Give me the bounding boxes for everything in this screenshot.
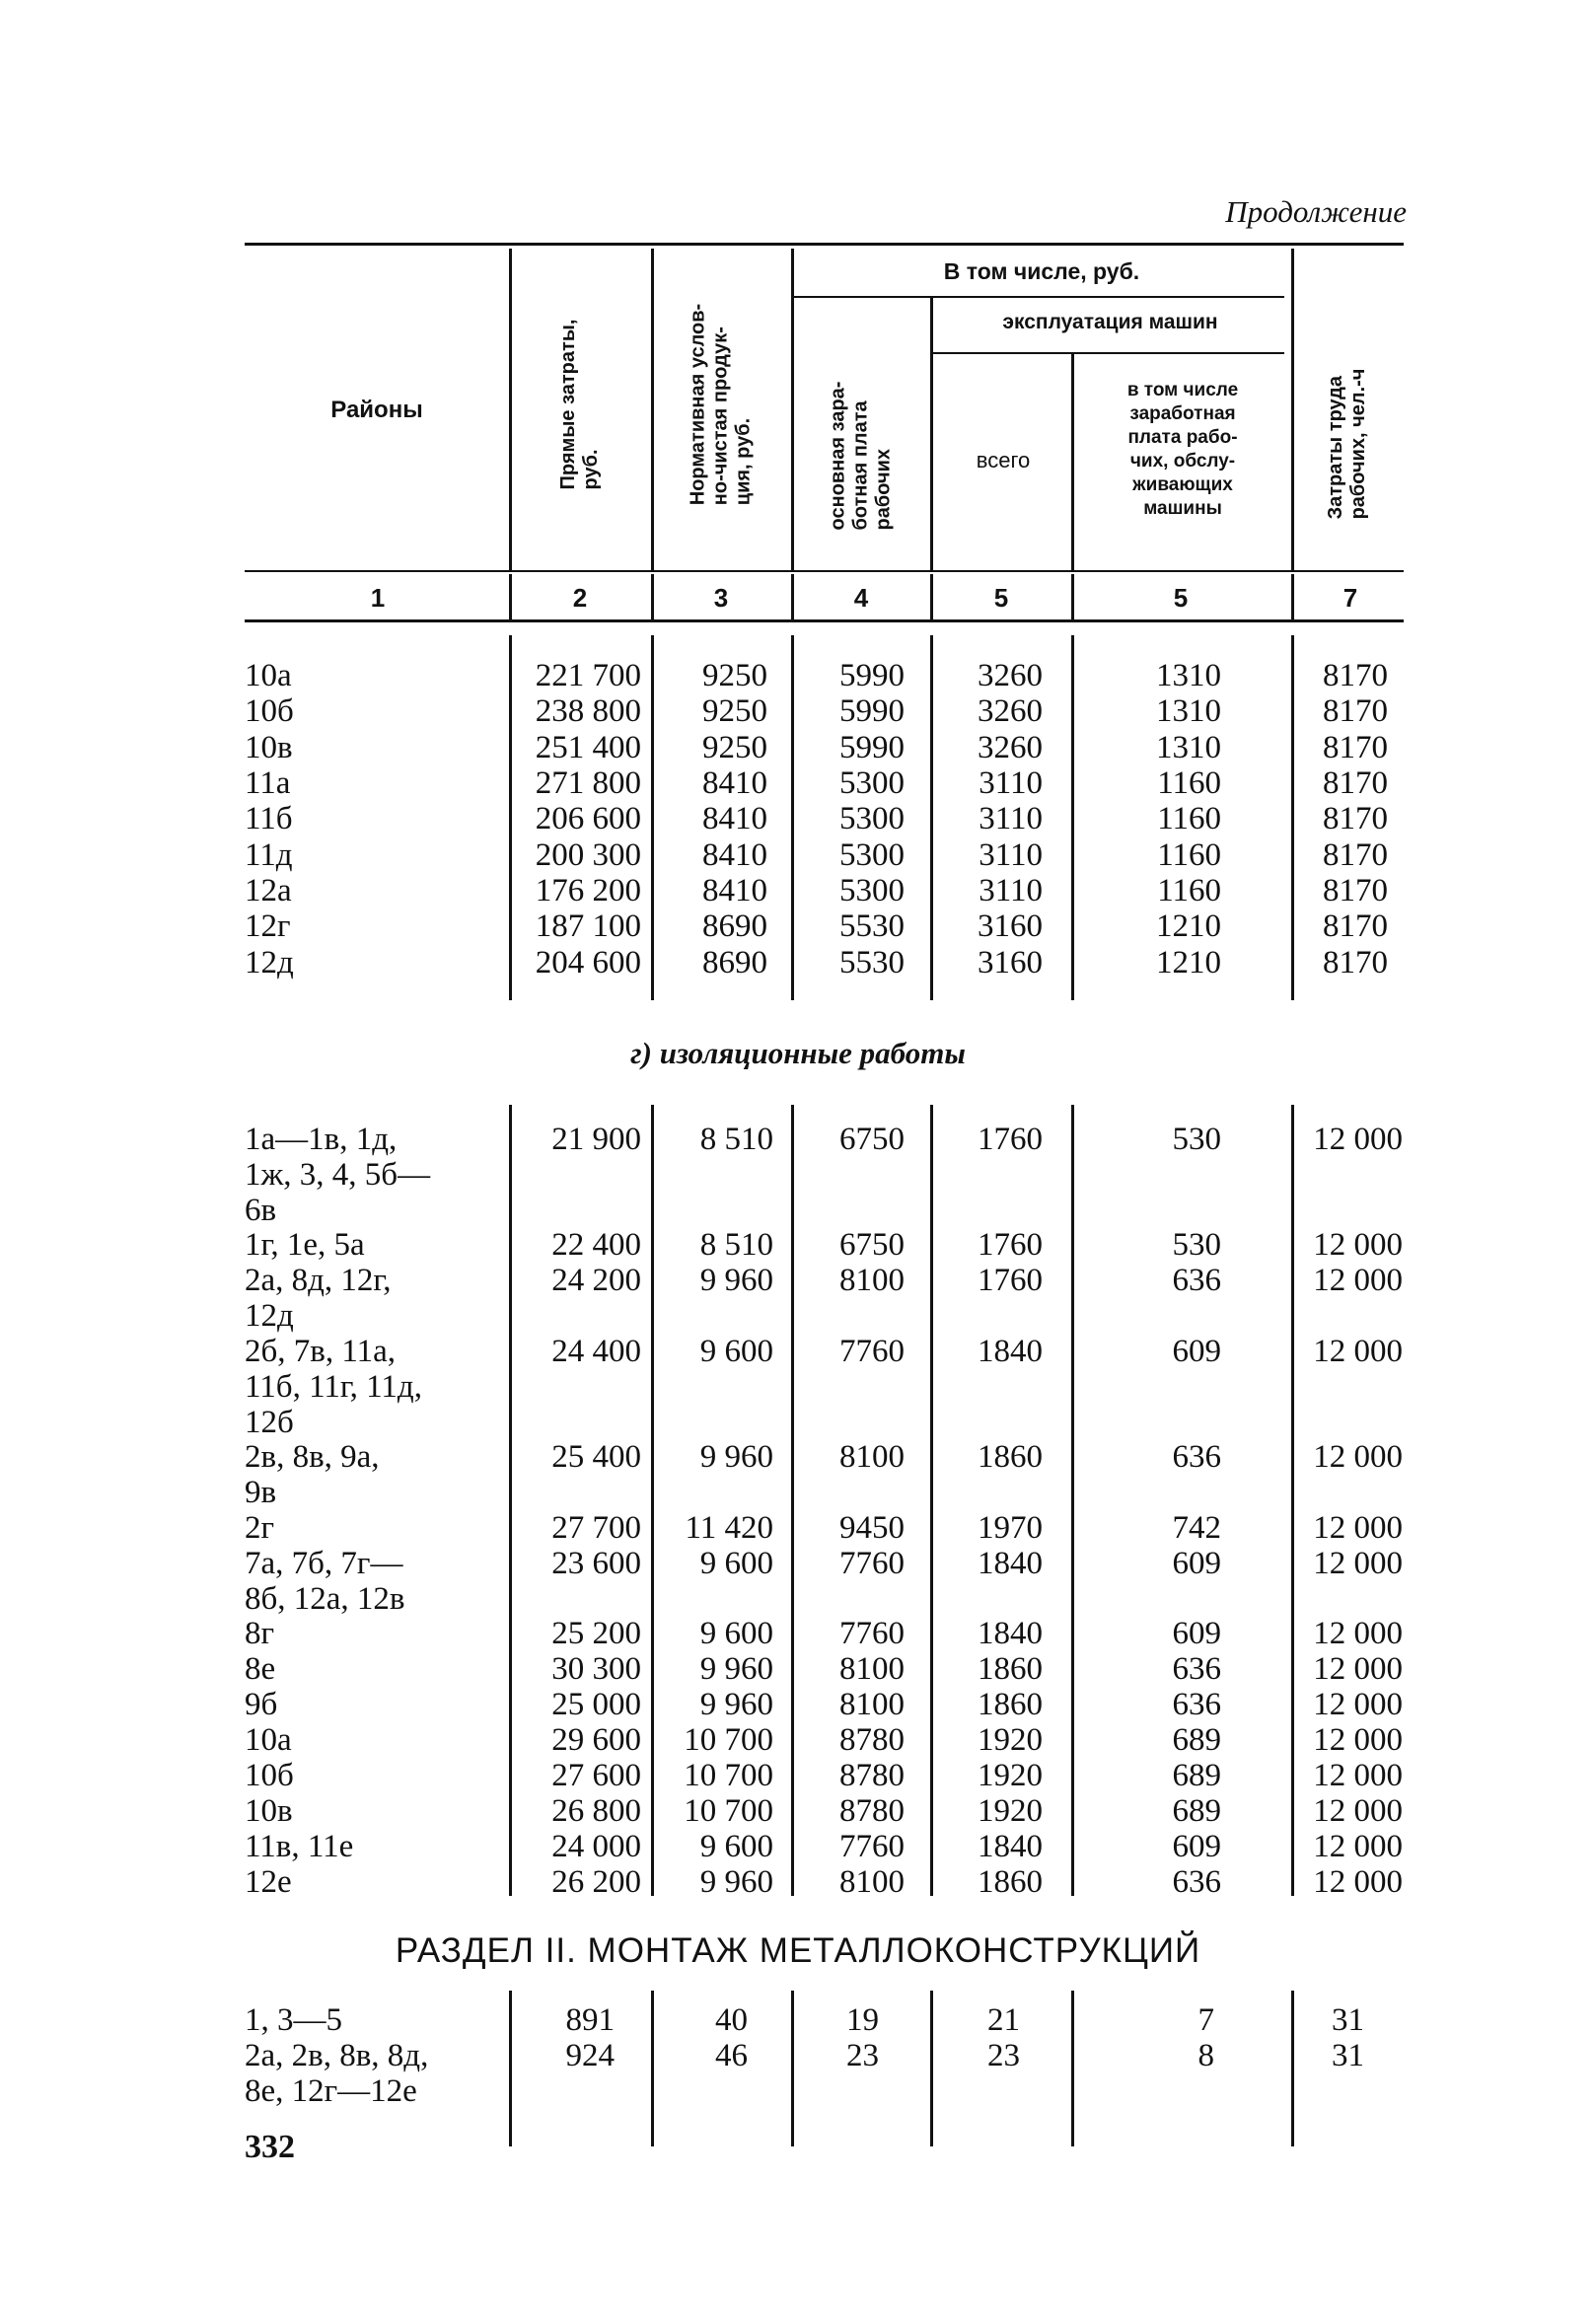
table-top-rule: [245, 243, 1404, 246]
normative-product: 10 700: [684, 1758, 773, 1793]
body-divider: [509, 1105, 512, 1896]
region-label: 2г: [245, 1510, 275, 1546]
normative-product: 9 960: [699, 1864, 773, 1900]
normative-product: 10 700: [684, 1722, 773, 1758]
machine-wage: 609: [1172, 1334, 1221, 1369]
direct-costs: 27 700: [551, 1510, 641, 1546]
machine-wage: 689: [1172, 1793, 1221, 1829]
base-wage: 9450: [839, 1510, 905, 1546]
region-label: 11а: [245, 765, 291, 801]
labor-costs: 8170: [1323, 801, 1388, 836]
normative-product: 8410: [702, 873, 767, 908]
normative-product: 8 510: [699, 1122, 773, 1157]
machine-total: 3110: [979, 873, 1043, 908]
machine-wage: 609: [1172, 1829, 1221, 1864]
region-label: 2а, 8д, 12г, 12д: [245, 1263, 392, 1334]
machine-total: 3110: [979, 837, 1043, 873]
direct-costs: 24 000: [551, 1829, 641, 1864]
body-divider: [930, 1105, 933, 1896]
labor-costs: 8170: [1323, 765, 1388, 801]
machine-wage: 7: [1197, 2002, 1214, 2038]
machine-wage: 609: [1172, 1546, 1221, 1581]
machine-wage: 530: [1172, 1227, 1221, 1263]
region-label: 1, 3—5: [245, 2002, 342, 2038]
machine-group-rule: [932, 352, 1284, 354]
direct-costs: 25 400: [551, 1439, 641, 1475]
body-divider: [651, 1991, 654, 2146]
body-divider: [1291, 635, 1294, 1000]
body-divider: [791, 1105, 794, 1896]
base-wage: 8780: [839, 1758, 905, 1793]
normative-product: 9 600: [699, 1546, 773, 1581]
direct-costs: 27 600: [551, 1758, 641, 1793]
machine-total: 1970: [978, 1510, 1043, 1546]
base-wage: 8780: [839, 1722, 905, 1758]
body-divider: [651, 635, 654, 1000]
column-number: 5: [1173, 583, 1189, 613]
machine-wage: 1210: [1156, 945, 1221, 980]
header-divider-6: [1291, 249, 1294, 570]
region-label: 2в, 8в, 9а, 9в: [245, 1439, 380, 1510]
region-label: 10в: [245, 730, 293, 765]
direct-costs: 26 800: [551, 1793, 641, 1829]
direct-costs: 30 300: [551, 1651, 641, 1687]
base-wage: 8100: [839, 1687, 905, 1722]
machine-wage: 1310: [1156, 658, 1221, 693]
base-wage: 7760: [839, 1616, 905, 1651]
normative-product: 8690: [702, 908, 767, 944]
base-wage: 8100: [839, 1439, 905, 1475]
machine-wage: 1310: [1156, 730, 1221, 765]
column-number: 5: [993, 583, 1009, 613]
labor-costs: 8170: [1323, 945, 1388, 980]
header-divider-3: [791, 249, 794, 570]
direct-costs: 21 900: [551, 1122, 641, 1157]
direct-costs: 25 200: [551, 1616, 641, 1651]
labor-costs: 12 000: [1313, 1829, 1403, 1864]
direct-costs: 251 400: [535, 730, 641, 765]
normative-product: 40: [715, 2002, 748, 2038]
machine-total: 1860: [978, 1864, 1043, 1900]
machine-total: 1860: [978, 1439, 1043, 1475]
base-wage: 5990: [839, 693, 905, 729]
header-normative: Нормативная услов- но-чистая продук- ция, руб.: [687, 303, 755, 506]
column-number: 2: [572, 583, 588, 613]
base-wage: 23: [846, 2038, 879, 2073]
region-label: 1а—1в, 1д, 1ж, 3, 4, 5б— 6в: [245, 1122, 431, 1228]
direct-costs: 22 400: [551, 1227, 641, 1263]
column-number: 7: [1342, 583, 1358, 613]
labor-costs: 31: [1332, 2002, 1364, 2038]
labor-costs: 8170: [1323, 658, 1388, 693]
labor-costs: 12 000: [1313, 1864, 1403, 1900]
body-divider: [930, 1991, 933, 2146]
region-label: 12е: [245, 1864, 292, 1900]
body-divider: [1071, 1991, 1074, 2146]
machine-total: 1840: [978, 1546, 1043, 1581]
region-label: 12г: [245, 908, 291, 944]
machine-wage: 636: [1172, 1864, 1221, 1900]
machine-total: 3260: [978, 693, 1043, 729]
num-divider-1: [509, 574, 512, 619]
machine-wage: 636: [1172, 1651, 1221, 1687]
labor-costs: 31: [1332, 2038, 1364, 2073]
normative-product: 8410: [702, 801, 767, 836]
labor-costs: 12 000: [1313, 1616, 1403, 1651]
base-wage: 6750: [839, 1227, 905, 1263]
region-label: 11б: [245, 801, 293, 836]
direct-costs: 187 100: [535, 908, 641, 944]
machine-wage: 1310: [1156, 693, 1221, 729]
base-wage: 5300: [839, 765, 905, 801]
machine-total: 1920: [978, 1758, 1043, 1793]
region-label: 2б, 7в, 11а, 11б, 11г, 11д, 12б: [245, 1334, 422, 1440]
machine-total: 1860: [978, 1651, 1043, 1687]
region-label: 12д: [245, 945, 294, 980]
machine-total: 1840: [978, 1334, 1043, 1369]
direct-costs: 206 600: [535, 801, 641, 836]
normative-product: 8 510: [699, 1227, 773, 1263]
header-total: всего: [976, 448, 1031, 472]
region-label: 2а, 2в, 8в, 8д, 8е, 12г—12е: [245, 2038, 429, 2109]
base-wage: 7760: [839, 1829, 905, 1864]
section-title-metal-structures: РАЗДЕЛ II. МОНТАЖ МЕТАЛЛОКОНСТРУКЦИЙ: [395, 1931, 1201, 1970]
machine-total: 23: [987, 2038, 1020, 2073]
machine-wage: 1160: [1157, 837, 1221, 873]
region-label: 11в, 11е: [245, 1829, 354, 1864]
direct-costs: 25 000: [551, 1687, 641, 1722]
machine-wage: 1210: [1156, 908, 1221, 944]
direct-costs: 200 300: [535, 837, 641, 873]
body-divider: [509, 635, 512, 1000]
machine-wage: 689: [1172, 1758, 1221, 1793]
body-divider: [791, 1991, 794, 2146]
base-wage: 8100: [839, 1263, 905, 1298]
machine-wage: 636: [1172, 1687, 1221, 1722]
direct-costs: 238 800: [535, 693, 641, 729]
column-number: 1: [370, 583, 386, 613]
direct-costs: 271 800: [535, 765, 641, 801]
page-number: 332: [245, 2129, 295, 2165]
normative-product: 8410: [702, 765, 767, 801]
machine-wage: 742: [1172, 1510, 1221, 1546]
machine-wage: 1160: [1157, 765, 1221, 801]
labor-costs: 12 000: [1313, 1263, 1403, 1298]
machine-total: 3110: [979, 765, 1043, 801]
labor-costs: 8170: [1323, 908, 1388, 944]
region-label: 12а: [245, 873, 292, 908]
machine-wage: 8: [1197, 2038, 1214, 2073]
num-divider-5: [1071, 574, 1074, 619]
machine-total: 1920: [978, 1722, 1043, 1758]
normative-product: 8410: [702, 837, 767, 873]
header-divider-1: [509, 249, 512, 570]
body-divider: [1291, 1105, 1294, 1896]
num-divider-3: [791, 574, 794, 619]
machine-total: 21: [987, 2002, 1020, 2038]
machine-wage: 609: [1172, 1616, 1221, 1651]
normative-product: 9250: [702, 693, 767, 729]
base-wage: 5300: [839, 873, 905, 908]
body-divider: [1071, 1105, 1074, 1896]
header-base-wage: основная зара- ботная плата рабочих: [827, 381, 895, 531]
machine-wage: 1160: [1157, 873, 1221, 908]
base-wage: 5300: [839, 837, 905, 873]
labor-costs: 12 000: [1313, 1758, 1403, 1793]
header-divider-4: [930, 298, 933, 570]
machine-total: 1920: [978, 1793, 1043, 1829]
machine-total: 3160: [978, 908, 1043, 944]
direct-costs: 891: [565, 2002, 615, 2038]
labor-costs: 8170: [1323, 730, 1388, 765]
region-label: 11д: [245, 837, 293, 873]
section-title-insulation: г) изоляционные работы: [630, 1036, 966, 1070]
machine-total: 3110: [979, 801, 1043, 836]
header-machine-operation: эксплуатация машин: [1002, 311, 1218, 333]
direct-costs: 221 700: [535, 658, 641, 693]
region-label: 10б: [245, 1758, 294, 1793]
machine-total: 3160: [978, 945, 1043, 980]
base-wage: 8100: [839, 1651, 905, 1687]
normative-product: 9 600: [699, 1334, 773, 1369]
machine-wage: 530: [1172, 1122, 1221, 1157]
column-number: 3: [713, 583, 729, 613]
region-label: 10б: [245, 693, 294, 729]
direct-costs: 24 400: [551, 1334, 641, 1369]
normative-product: 8690: [702, 945, 767, 980]
machine-total: 3260: [978, 730, 1043, 765]
num-divider-6: [1291, 574, 1294, 619]
body-divider: [791, 635, 794, 1000]
normative-product: 9 960: [699, 1687, 773, 1722]
base-wage: 7760: [839, 1334, 905, 1369]
normative-product: 9 960: [699, 1651, 773, 1687]
region-label: 1г, 1е, 5а: [245, 1227, 365, 1263]
continuation-label: Продолжение: [1225, 194, 1407, 229]
body-divider: [1291, 1991, 1294, 2146]
num-divider-2: [651, 574, 654, 619]
labor-costs: 12 000: [1313, 1334, 1403, 1369]
base-wage: 8100: [839, 1864, 905, 1900]
machine-total: 3260: [978, 658, 1043, 693]
header-divider-2: [651, 249, 654, 570]
base-wage: 5990: [839, 730, 905, 765]
direct-costs: 204 600: [535, 945, 641, 980]
normative-product: 9 600: [699, 1829, 773, 1864]
machine-total: 1840: [978, 1829, 1043, 1864]
normative-product: 9 600: [699, 1616, 773, 1651]
machine-wage: 689: [1172, 1722, 1221, 1758]
labor-costs: 12 000: [1313, 1793, 1403, 1829]
header-direct-costs: Прямые затраты, руб.: [557, 319, 602, 490]
body-divider: [930, 635, 933, 1000]
labor-costs: 12 000: [1313, 1722, 1403, 1758]
machine-total: 1760: [978, 1122, 1043, 1157]
body-divider: [651, 1105, 654, 1896]
base-wage: 5990: [839, 658, 905, 693]
base-wage: 5530: [839, 945, 905, 980]
header-machine-wage: в том числе заработная плата рабо- чих, обслу- живающих машины: [1126, 380, 1239, 519]
normative-product: 9250: [702, 658, 767, 693]
header-including: В том числе, руб.: [943, 258, 1140, 284]
base-wage: 5530: [839, 908, 905, 944]
direct-costs: 26 200: [551, 1864, 641, 1900]
direct-costs: 23 600: [551, 1546, 641, 1581]
region-label: 9б: [245, 1687, 278, 1722]
region-label: 10а: [245, 1722, 292, 1758]
base-wage: 19: [846, 2002, 879, 2038]
labor-costs: 8170: [1323, 837, 1388, 873]
including-group-rule: [793, 296, 1284, 298]
normative-product: 9 960: [699, 1263, 773, 1298]
machine-total: 1760: [978, 1227, 1043, 1263]
region-label: 8е: [245, 1651, 276, 1687]
header-regions: Районы: [330, 397, 423, 423]
base-wage: 5300: [839, 801, 905, 836]
header-bottom-rule: [245, 570, 1404, 572]
machine-wage: 636: [1172, 1439, 1221, 1475]
labor-costs: 12 000: [1313, 1510, 1403, 1546]
region-label: 8г: [245, 1616, 275, 1651]
body-divider: [1071, 635, 1074, 1000]
region-label: 7а, 7б, 7г— 8б, 12а, 12в: [245, 1546, 405, 1617]
normative-product: 9 960: [699, 1439, 773, 1475]
base-wage: 6750: [839, 1122, 905, 1157]
column-number: 4: [853, 583, 869, 613]
labor-costs: 12 000: [1313, 1546, 1403, 1581]
region-label: 10а: [245, 658, 292, 693]
machine-total: 1760: [978, 1263, 1043, 1298]
body-divider: [509, 1991, 512, 2146]
direct-costs: 24 200: [551, 1263, 641, 1298]
normative-product: 10 700: [684, 1793, 773, 1829]
labor-costs: 12 000: [1313, 1439, 1403, 1475]
direct-costs: 176 200: [535, 873, 641, 908]
machine-wage: 1160: [1157, 801, 1221, 836]
normative-product: 46: [715, 2038, 748, 2073]
machine-total: 1840: [978, 1616, 1043, 1651]
labor-costs: 12 000: [1313, 1651, 1403, 1687]
labor-costs: 8170: [1323, 873, 1388, 908]
numbers-bottom-rule: [245, 619, 1404, 622]
base-wage: 7760: [839, 1546, 905, 1581]
normative-product: 11 420: [685, 1510, 773, 1546]
machine-total: 1860: [978, 1687, 1043, 1722]
labor-costs: 8170: [1323, 693, 1388, 729]
region-label: 10в: [245, 1793, 293, 1829]
direct-costs: 924: [565, 2038, 615, 2073]
direct-costs: 29 600: [551, 1722, 641, 1758]
machine-wage: 636: [1172, 1263, 1221, 1298]
normative-product: 9250: [702, 730, 767, 765]
base-wage: 8780: [839, 1793, 905, 1829]
labor-costs: 12 000: [1313, 1687, 1403, 1722]
labor-costs: 12 000: [1313, 1227, 1403, 1263]
header-labor: Затраты труда рабочих, чел.-ч: [1325, 368, 1369, 520]
labor-costs: 12 000: [1313, 1122, 1403, 1157]
num-divider-4: [930, 574, 933, 619]
